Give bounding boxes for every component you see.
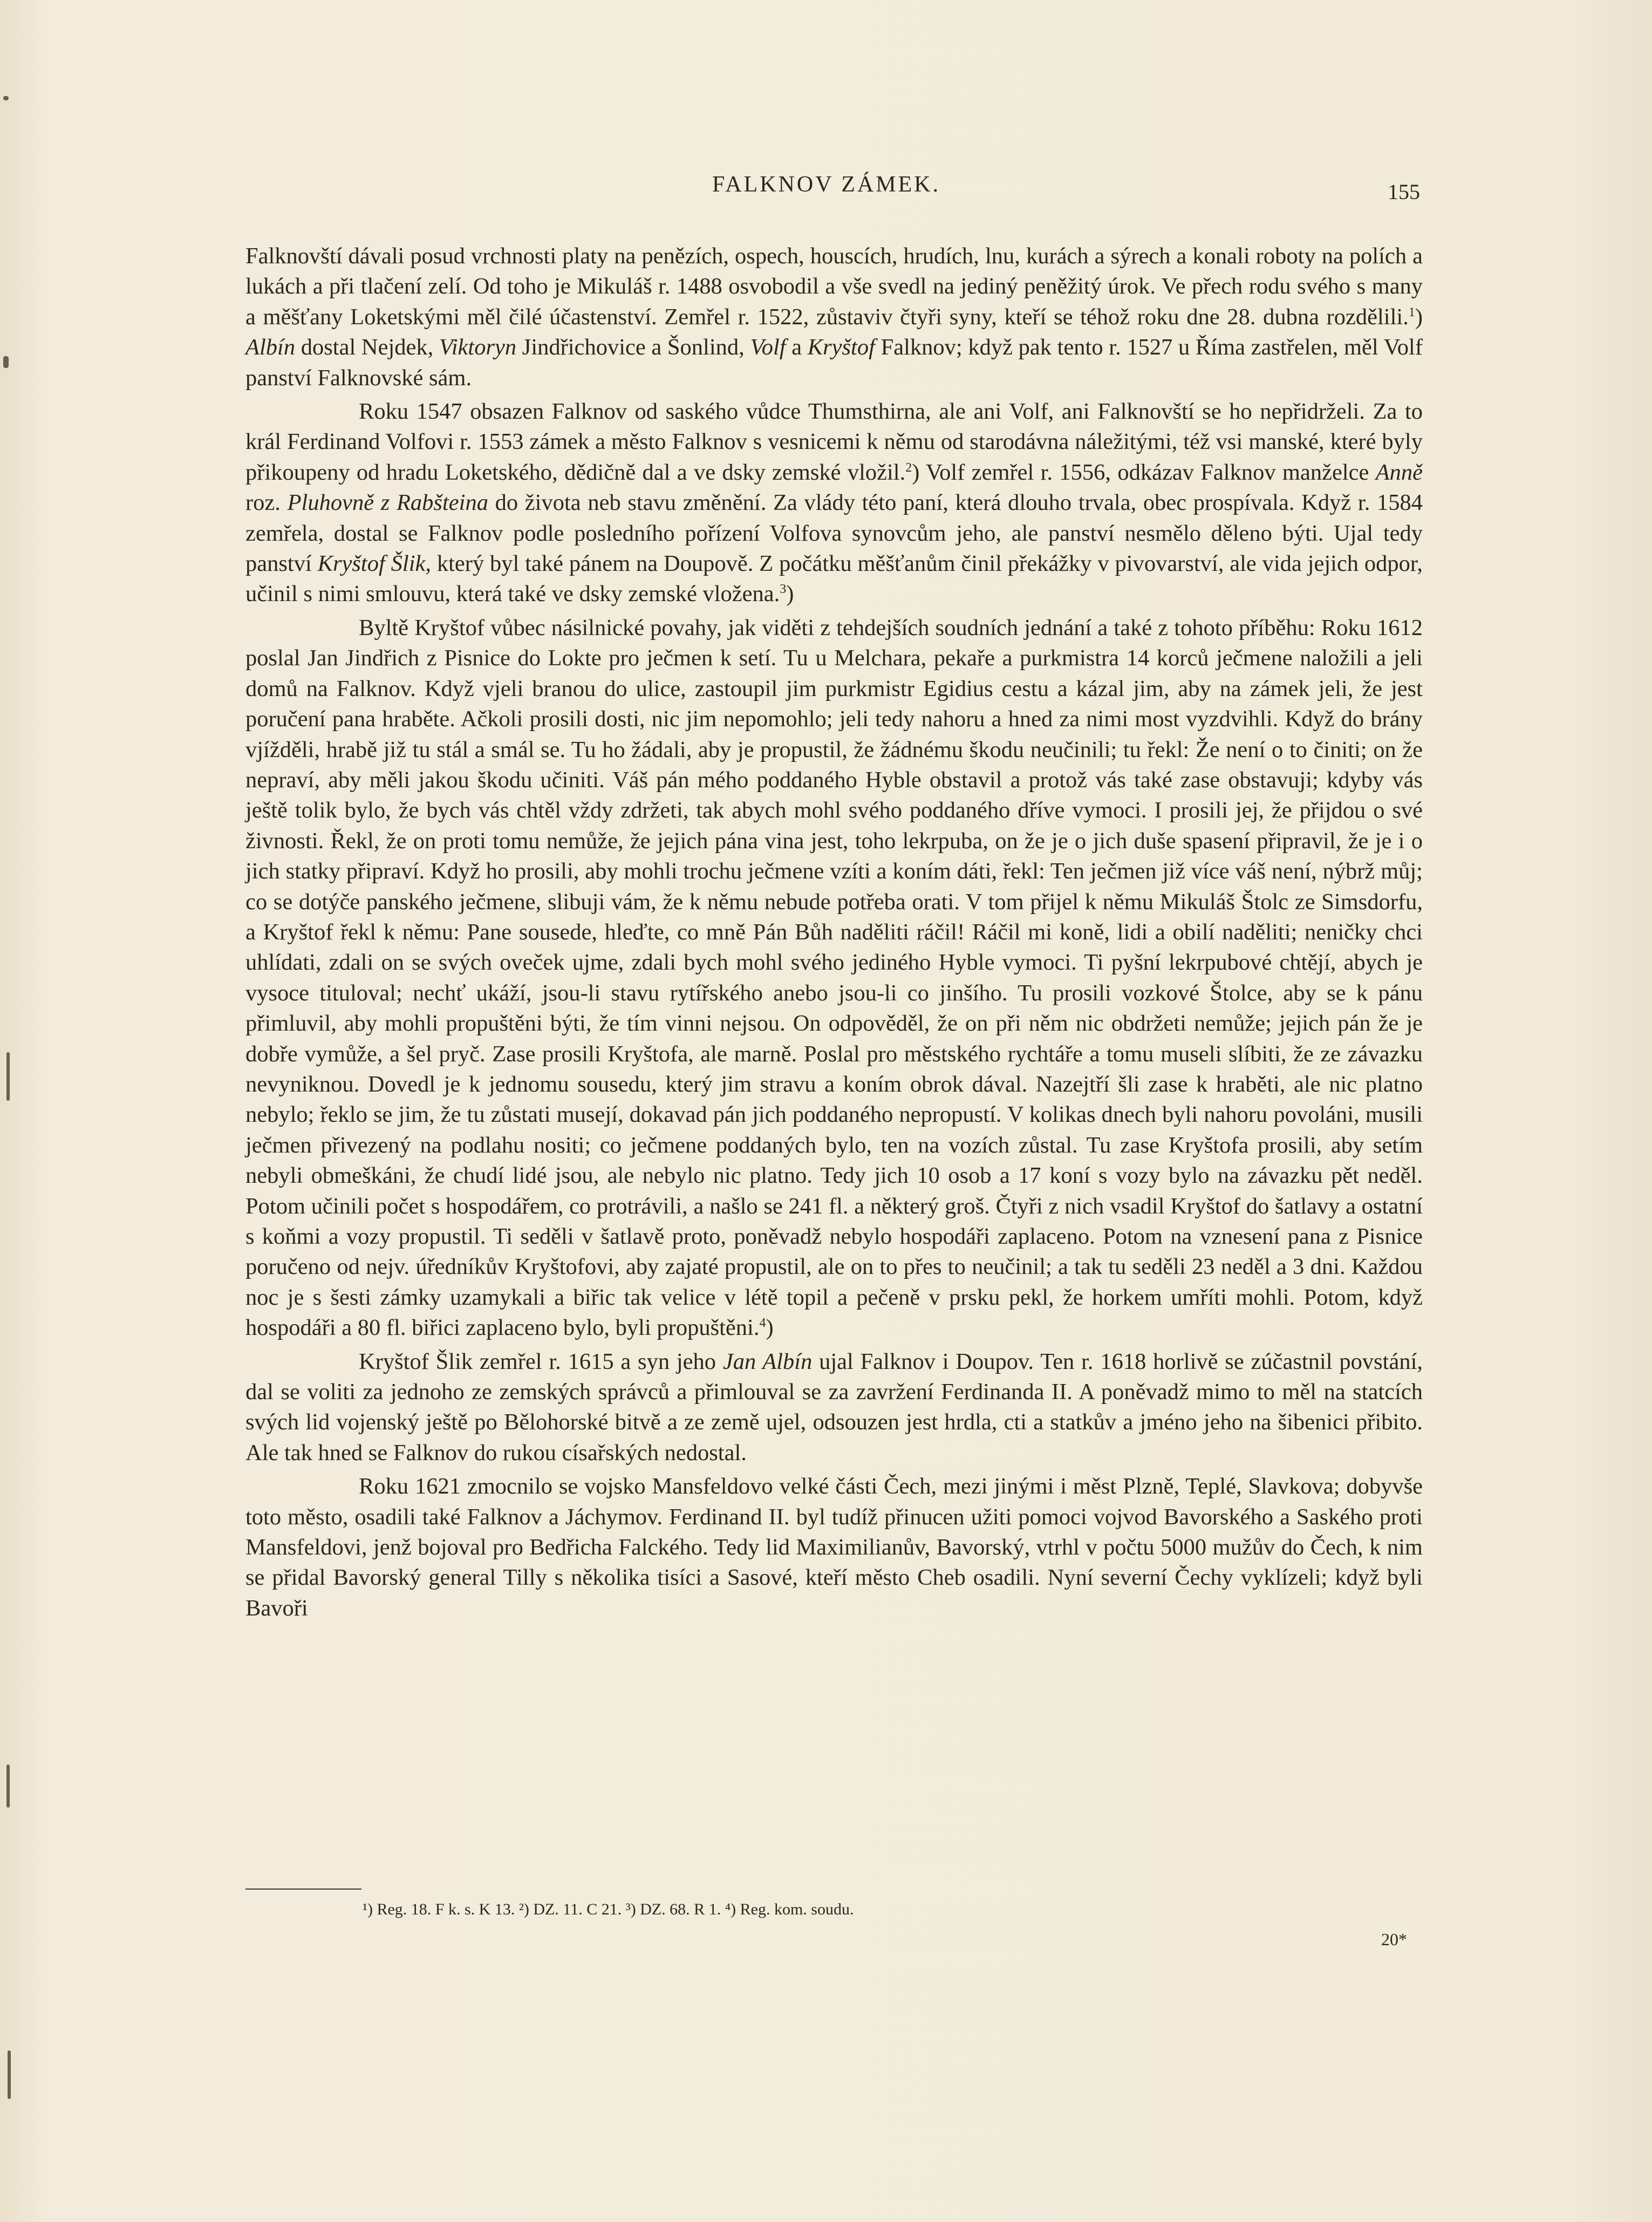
page-number: 155 [1388,180,1420,204]
paragraph [245,241,1423,393]
paragraph [245,397,1423,610]
italic-name: Viktoryn [439,335,517,360]
italic-name: Kryštof Šlik, [317,551,432,577]
binding-mark [3,96,9,100]
text-run: ) Volf zemřel r. 1556, odkázav Falknov manželce [912,459,1376,485]
text-run: a [786,335,808,360]
italic-name: Anně [1375,459,1423,485]
footnote-ref: 4 [759,1316,766,1331]
paragraph [245,613,1423,1344]
text-run: dostal Nejdek, [295,335,439,360]
text-run: Byltě Kryštof vůbec násilnické povahy, jak viděti z tehdejších soudních jednání a také z tohoto příběhu: Roku 1612 poslal Jan Jindřich z Pisnice do Lokte pro ječmen k setí. Tu u Melchara, pekaře a purkmistra 14 korců ječmene naložili a jeli domů na Falknov. Když vjeli branou do ulice, zastoupil jim purkmistr Egidius cestu a kázal jim, aby na zámek jeli, že jest poručení pana hraběte. Ačkoli prosili dosti, nic jim nepomohlo; jeli tedy nahoru a hned za nimi most vyzdvihli. Když do brány vjížděli, hrabě již tu stál a smál se. Tu ho žádali, aby je propustil, že žádnému škodu neučinili; tu řekl: Že není o to činiti; on že nepraví, aby měli jakou škodu učiniti. Váš pán mého poddaného Hyble obstavil a protož vás také zase obstavuji; kdyby vás ještě tolik bylo, že bych vás chtěl vždy zdržeti, tak abych mohl svého poddaného dříve vymoci. I prosili jej, že přijdou o své živnosti. Řekl, že on proti tomu nemůže, že jejich pána vina jest, toho lekrpuba, on že je o jich duše spasení připravil, že je i o jich statky připraví. Když ho prosili, aby mohli trochu ječmene vzíti a koním dáti, řekl: Ten ječmen již více váš není, nýbrž můj; co se dotýče panského ječmene, slibuji vám, že k němu nebude potřeba orati. V tom přijel k němu Mikuláš Štolc ze Simsdorfu, a Kryštof řekl k němu: Pane sousede, hleďte, co mně Pán Bůh naděliti ráčil! Ráčil mi koně, lidi a obilí naděliti; neničky chci uhlídati, zdali on se svých oveček ujme, zdali bych mohl svého jediného Hyble vymoci. Ti pyšní lekrpubové chtějí, abych je vysoce tituloval; nechť ukáží, jsou-li stavu rytířského anebo jsou-li co jinšího. Tu prosili vozkové Štolce, aby se k pánu přimluvil, aby mohli propuštěni býti, že tím vinni nejsou. On odpověděl, že on při něm nic obdržeti nemůže; jejich pán že je dobře vymůže, a šel pryč. Zase prosili Kryštofa, ale marně. Poslal pro městského rychtáře a tomu museli slíbiti, že ze závazku nevyniknou. Dovedl je k jednomu sousedu, který jim stravu a koním obrok dával. Nazejtří šli zase k hraběti, ale nic platno nebylo; řeklo se jim, že tu zůstati musejí, dokavad pán jich poddaného nepropustí. V kolikas dnech byli nahoru povoláni, musili ječmen přivezený na podlahu nositi; co ječmene poddaných bylo, ten na vozích zůstal. Tu zase Kryštofa prosili, aby setím nebyli obmeškáni, že chudí lidé jsou, ale nebylo nic platno. Tedy jich 10 osob a 17 koní s vozy bylo na závazku pět neděl. Potom učinili počet s hospodářem, co protrávili, a našlo se 241 fl. a některý groš. Čtyři z nich vsadil Kryštof do šatlavy a ostatní s koňmi a vozy propustil. Ti seděli v šatlavě proto, poněvadž nebylo hospodáři zaplaceno. Potom na vznesení pana z Pisnice poručeno od nejv. úředníkův Kryštofovi, aby zajaté propustil, ale on to přes to neučinil; a tak tu seděli 23 neděl a 3 dni. Každou noc je s šesti zámky uzamykali a biřic tak velice v létě topil a pečeně v prsku pekl, že horkem umříti mohli. Potom, když hospodáři a 80 fl. biřici zaplaceno bylo, byli propuštěni. [245,615,1423,1341]
italic-name: Pluhovně z Rabšteina [287,490,488,516]
text-run: Falknovští dávali posud vrchnosti platy na penězích, ospech, houscích, hrudích, lnu, kurách a sýrech a konali roboty na polích a lukách a při tlačení zelí. Od toho je Mikuláš r. 1488 osvobodil a vše svedl na jediný peněžitý úrok. Ve přech rodu svého s many a měšťany Loketskými měl čilé účastenství. Zemřel r. 1522, zůstaviv čtyři syny, kteří se téhož roku dne 28. dubna rozdělili. [245,243,1423,330]
text-run: ) [1415,304,1423,330]
text-run: roz. [245,490,288,516]
binding-mark [6,1052,10,1101]
page-header [0,172,1652,204]
running-title: FALKNOV ZÁMEK. [712,172,941,197]
text-run: ujal Falknov i Doupov. Ten r. 1618 horlivě se zúčastnil povstání, dal se voliti za jednoho ze zemských správců a přimlouval se za zavržení Ferdinanda II. A poněvadž mimo to měl na statcích svých lid vojenský ještě po Bělohorské bitvě a ze země ujel, odsouzen jest hrdla, cti a statkův a jméno jeho na šibenici přibito. Ale tak hned se Falknov do rukou císařských nedostal. [245,1348,1423,1466]
text-run: ) [786,581,794,607]
text-run: do života neb stavu změnění. Za vlády této paní, která dlouho trvala, obec prospívala. Když r. 1584 zemřela, dostal se Falknov podle posledního pořízení Volfova synovcům jeho, ale panství nesmělo děleno býti. Ujal tedy panství [245,490,1423,577]
text-run: Kryštof Šlik zemřel r. 1615 a syn jeho [359,1348,723,1374]
italic-name: Kryštof [807,335,875,360]
body-text [245,241,1423,1627]
footnote-ref: 2 [905,460,912,475]
text-run: Roku 1547 obsazen Falknov od saského vůdce Thumsthirna, ale ani Volf, ani Falknovští se ho nepřidrželi. Za to král Ferdinand Volfovi r. 1553 zámek a město Falknov s vesnicemi k němu od starodávna náležitými, též vsi manské, které byly přikoupeny od hradu Loketského, dědičně dal a ve dsky zemské vložil. [245,399,1423,485]
binding-mark [8,2050,11,2099]
text-run: ) [766,1315,774,1341]
text-run: Falknov; když pak tento r. 1527 u Říma zastřelen, měl Volf panství Falknovské sám. [245,335,1423,391]
italic-name: Albín [245,335,296,360]
text-run: který byl také pánem na Doupově. Z počátku měšťanům činil překážky v pivovarství, ale vida jejich odpor, učinil s nimi smlouvu, která také ve dsky zemské vložena. [245,551,1423,607]
paragraph [245,1471,1423,1624]
binding-mark [3,356,9,368]
italic-name: Jan Albín [722,1348,813,1374]
text-run: Jindřichovice a Šonlind, [516,335,750,360]
italic-name: Volf [750,335,786,360]
text-run: Roku 1621 zmocnilo se vojsko Mansfeldovo velké části Čech, mezi jinými i měst Plzně, Teplé, Slavkova; dobyvše toto město, osadili také Falknov a Jáchymov. Ferdinand II. byl tudíž přinucen užiti pomoci vojvod Bavorského a Saského proti Mansfeldovi, jenž bojoval pro Bedřicha Falckého. Tedy lid Maximilianův, Bavorský, vtrhl v počtu 5000 mužův do Čech, k nim se přidal Bavorský general Tilly s několika tisíci a Sasové, kteří město Cheb osadili. Nyní severní Čechy vyklízeli; když byli Bavoři [245,1474,1423,1621]
paragraph [245,1347,1423,1469]
footnotes: ¹) Reg. 18. F k. s. K 13. ²) DZ. 11. C 21. ³) DZ. 68. R 1. ⁴) Reg. kom. soudu. [363,1900,854,1918]
footnote-divider [245,1889,361,1890]
footnote-ref: 1 [1408,305,1415,319]
footnote-ref: 3 [780,582,787,597]
binding-mark [6,1764,10,1808]
sheet-signature: 20* [1381,1930,1407,1949]
